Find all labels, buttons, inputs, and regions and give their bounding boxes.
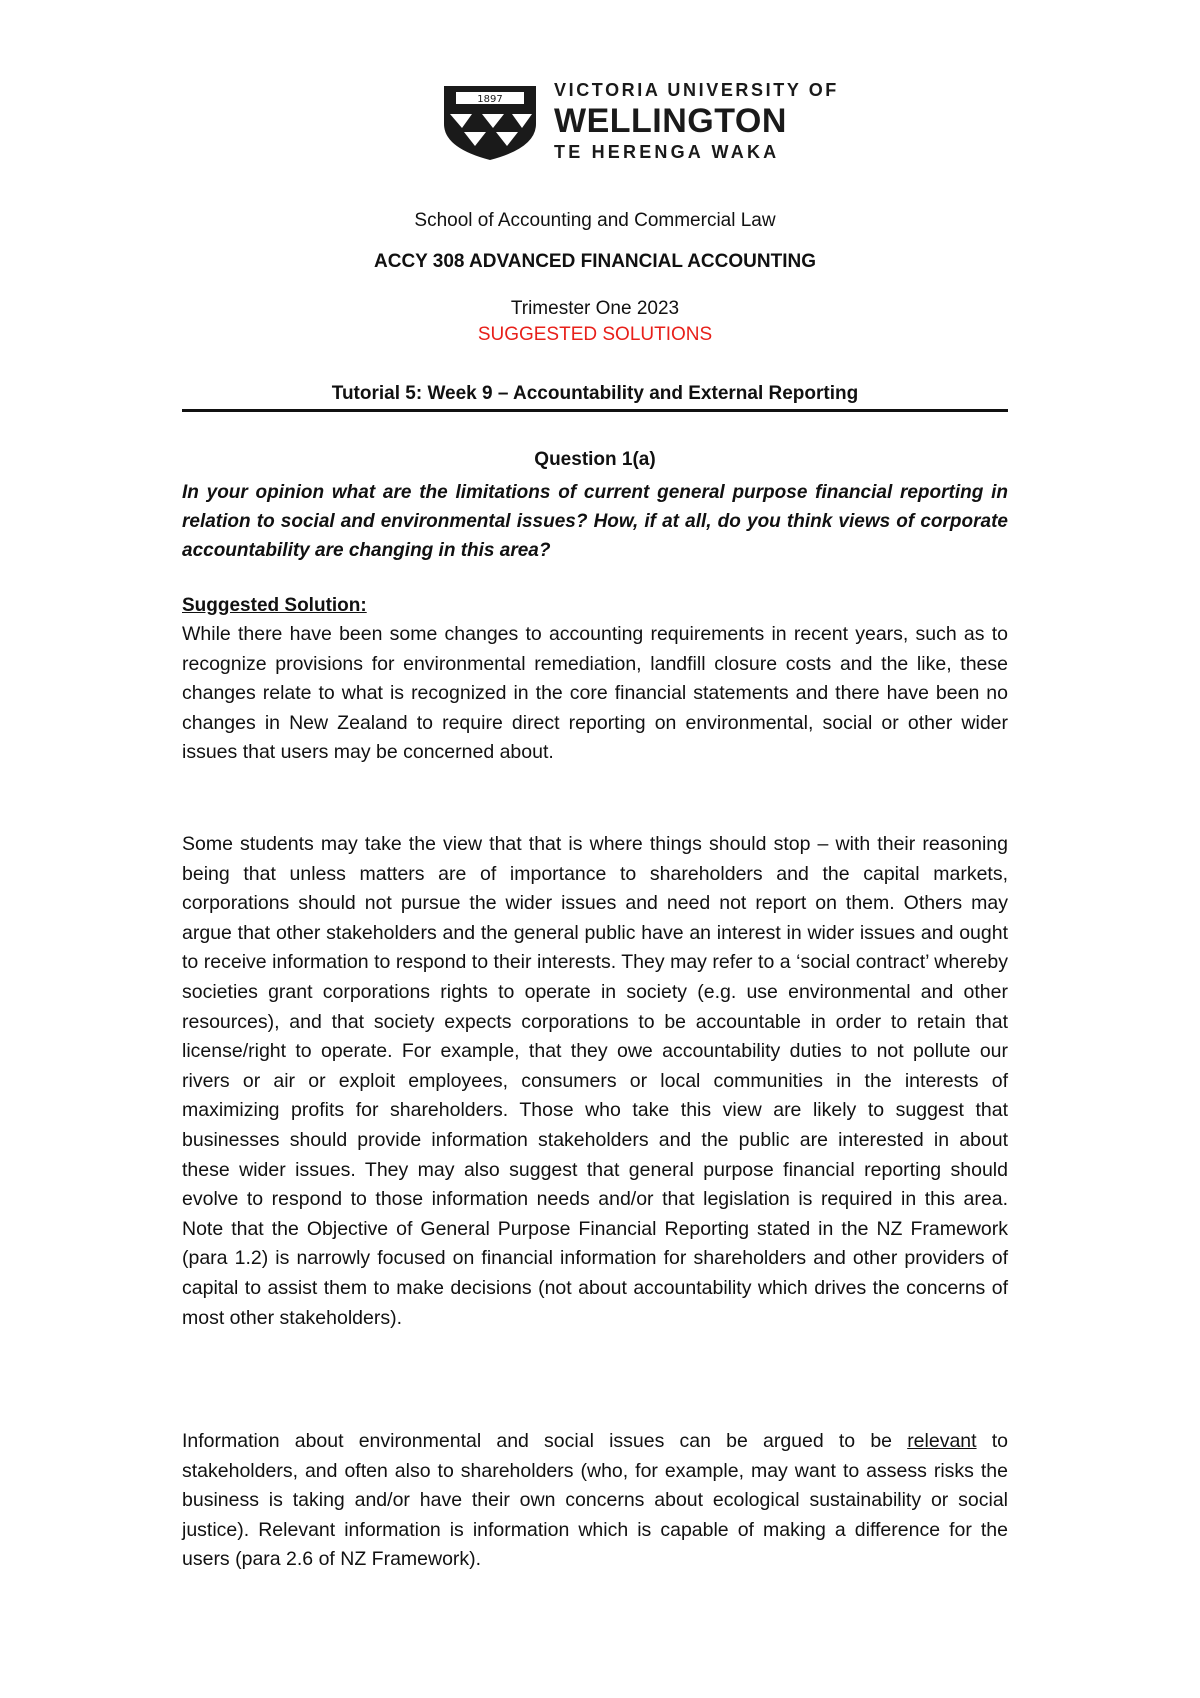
university-logo bbox=[442, 76, 839, 166]
relevant-term: relevant bbox=[907, 1430, 977, 1452]
solution-paragraph-2: Some students may take the view that that is where things should stop – with their reasoning being that unless matters are of importance to shareholders and the capital markets, corporations should not pursue the wider issues and need not report on them. Others may argue that other stakeholders and the general public have an interest in wider issues and ought to receive information to respond to their interests. They may refer to a ‘social contract’ whereby societies grant corporations rights to operate in society (e.g. use environmental and other resources), and that society expects corporations to be accountable in order to retain that license/right to operate. For example, that they owe accountability duties to not pollute our rivers or air or exploit employees, consumers or local communities in the interests of maximizing profits for shareholders. Those who take this view are likely to suggest that businesses should provide information stakeholders and the public are interested in about these wider issues. They may also suggest that general purpose financial reporting should evolve to respond to those information needs and/or that legislation is required in this area. Note that the Objective of General Purpose Financial Reporting stated in the NZ Framework (para 1.2) is narrowly focused on financial information for shareholders and other providers of capital to assist them to make decisions (not about accountability which drives the concerns of most other stakeholders). bbox=[182, 833, 1008, 1329]
question-text: In your opinion what are the limitations of current general purpose financial reporting in relation to social and environmental issues? How, if at all, do you think views of corporate accountability are changing in this area? bbox=[182, 482, 1008, 561]
logo-line-1: VICTORIA UNIVERSITY OF bbox=[554, 80, 839, 100]
solutions-label: SUGGESTED SOLUTIONS bbox=[477, 324, 713, 345]
course-title: ACCY 308 ADVANCED FINANCIAL ACCOUNTING bbox=[374, 251, 816, 272]
trimester: Trimester One 2023 bbox=[510, 298, 680, 319]
solution-paragraph-3 bbox=[182, 1427, 1008, 1575]
crest-icon bbox=[442, 84, 538, 162]
crest-year: 1897 bbox=[477, 94, 503, 105]
para3-end: to stakeholders, and often also to shareholders (who, for example, may want to assess risks the business is taking and/or have their own concerns about ecological sustainability or social justice). Relevant information is information which is capable of making a difference for the users (para 2.6 of NZ Framework). bbox=[182, 1430, 1008, 1571]
solution-heading: Suggested Solution: bbox=[182, 595, 367, 616]
solution-paragraph-1: While there have been some changes to accounting requirements in recent years, such as to recognize provisions for environmental remediation, landfill closure costs and the like, these changes relate to what is recognized in the core financial statements and there have been no changes in New Zealand to require direct reporting on environmental, social or other wider issues that users may be concerned about. bbox=[182, 623, 1008, 764]
logo-line-2: WELLINGTON bbox=[554, 102, 787, 140]
title-divider bbox=[182, 409, 1008, 412]
question-title: Question 1(a) bbox=[534, 449, 656, 470]
tutorial-title: Tutorial 5: Week 9 – Accountability and External Reporting bbox=[331, 383, 859, 404]
logo-line-3: TE HERENGA WAKA bbox=[554, 142, 780, 162]
para3-start: Information about environmental and social issues can be argued to be bbox=[182, 1430, 908, 1452]
school-name: School of Accounting and Commercial Law bbox=[414, 210, 776, 231]
